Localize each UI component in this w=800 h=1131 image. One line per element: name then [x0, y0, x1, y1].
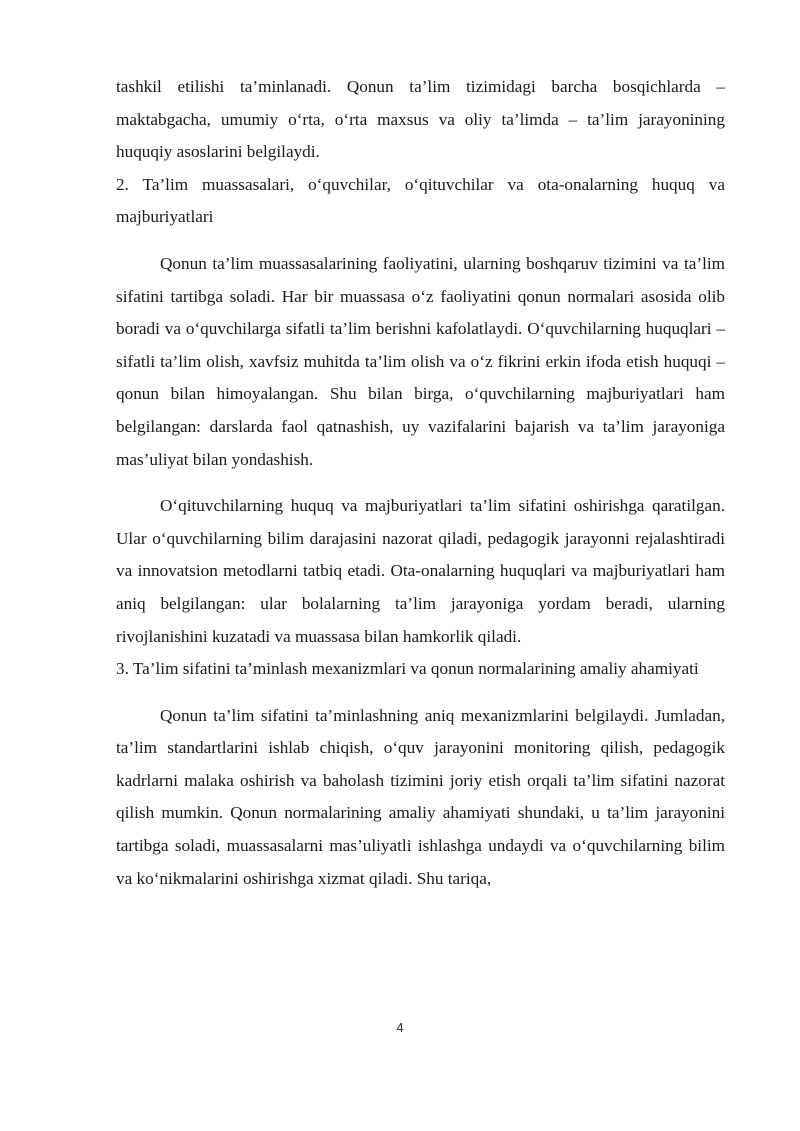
section-heading-3: 3. Ta’lim sifatini ta’minlash mexanizmlari va qonun normalarining amaliy ahamiyati: [116, 659, 699, 679]
body-paragraph: O‘qituvchilarning huquq va majburiyatlari ta’lim sifatini oshirishga qaratilgan. Ular o‘quvchilarning bilim darajasini nazorat qiladi, pedagogik jarayonni rejalashtiradi va innovatsion metodlarni tatbiq etadi. Ota-onalarning huquqlari va majburiyatlari ham aniq belgilangan: ular bolalarning ta’lim jarayoniga yordam beradi, ularning rivojlanishini kuzatadi va muassasa bilan hamkorlik qiladi.: [116, 496, 725, 646]
body-paragraph: Qonun ta’lim muassasalarining faoliyatini, ularning boshqaruv tizimini va ta’lim sifatini tartibga soladi. Har bir muassasa o‘z faoliyatini qonun normalari asosida olib boradi va o‘quvchilarga sifatli ta’lim berishni kafolatlaydi. O‘quvchilarning huquqlari – sifatli ta’lim olish, xavfsiz muhitda ta’lim olish va o‘z fikrini erkin ifoda etish huquqi – qonun bilan himoyalangan. Shu bilan birga, o‘quvchilarning majburiyatlari ham belgilangan: darslarda faol qatnashish, uy vazifalarini bajarish va ta’lim jarayoniga mas’uliyat bilan yondashish.: [116, 253, 725, 469]
body-paragraph: Qonun ta’lim sifatini ta’minlashning aniq mexanizmlarini belgilaydi. Jumladan, ta’lim standartlarini ishlab chiqish, o‘quv jarayonini monitoring qilish, pedagogik kadrlarni malaka oshirish va baholash tizimini joriy etish orqali ta’lim sifatini nazorat qilish mumkin. Qonun normalarining amaliy ahamiyati shundaki, u ta’lim jarayonini tartibga soladi, muassasalarni mas’uliyatli ishlashga undaydi va o‘quvchilarning bilim va ko‘nikmalarini oshirishga xizmat qiladi. Shu tariqa,: [116, 705, 725, 888]
page-number: 4: [396, 1020, 404, 1035]
body-paragraph-continuation: tashkil etilishi ta’minlanadi. Qonun ta’lim tizimidagi barcha bosqichlarda – maktabgacha, umumiy o‘rta, o‘rta maxsus va oliy ta’limda – ta’lim jarayonining huquqiy asoslarini belgilaydi.: [116, 77, 725, 162]
section-heading-2: 2. Ta’lim muassasalari, o‘quvchilar, o‘qituvchilar va ota-onalarning huquq va majburiyatlari: [116, 174, 725, 227]
document-page: [116, 71, 725, 895]
